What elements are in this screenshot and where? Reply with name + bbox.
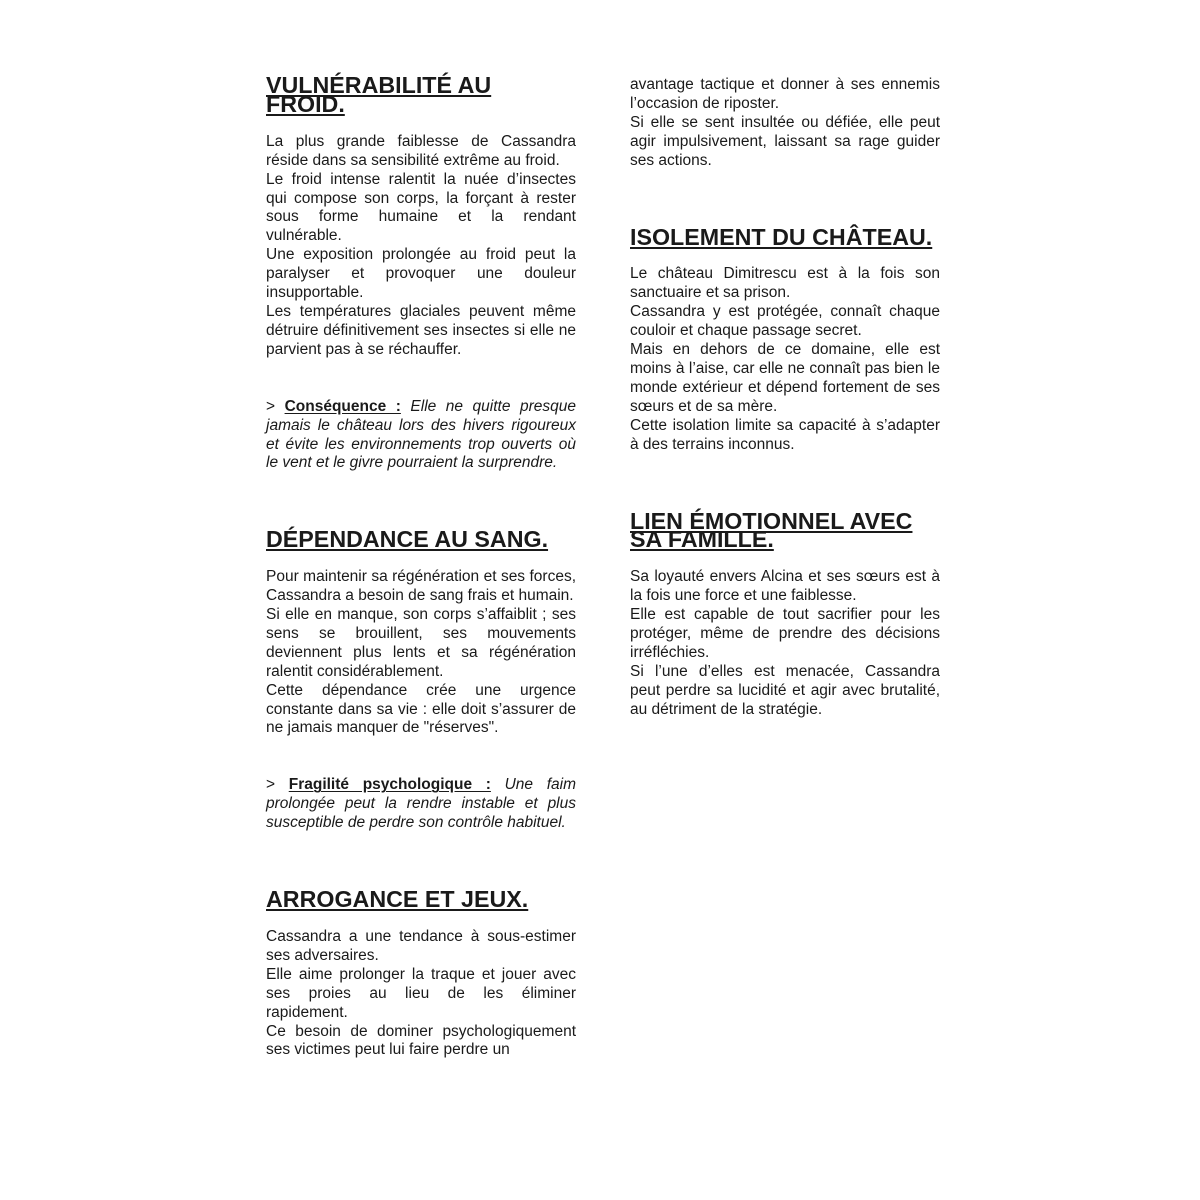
paragraph: Si l’une d’elles est menacée, Cassandra peut perdre sa lucidité et agir avec brutalité, au détriment de la stratégie.: [630, 662, 940, 718]
note-label: Conséquence :: [284, 397, 401, 415]
paragraph: Cassandra y est protégée, connaît chaque couloir et chaque passage secret.: [630, 303, 940, 340]
paragraph: Le château Dimitrescu est à la fois son sanctuaire et sa prison.: [630, 265, 940, 302]
psychological-fragility-note: [266, 776, 576, 833]
paragraph: Cassandra a une tendance à sous-estimer ses adversaires.: [266, 928, 576, 964]
paragraph: Cette isolation limite sa capacité à s’adapter à des terrains inconnus.: [630, 416, 940, 453]
section-title-arrogance: ARROGANCE ET JEUX.: [266, 886, 529, 913]
paragraph: Elle est capable de tout sacrifier pour les protéger, même de prendre des décisions irréfléchies.: [630, 606, 940, 661]
paragraph: Ce besoin de dominer psychologiquement ses victimes peut lui faire perdre un: [266, 1022, 576, 1059]
section-title-cold-vulnerability: VULNÉRABILITÉ AU FROID.: [266, 72, 492, 117]
paragraph: Mais en dehors de ce domaine, elle est moins à l’aise, car elle ne connaît pas bien le monde extérieur et dépend fortement de ses sœurs et de sa mère.: [630, 341, 940, 415]
paragraph-continuation: avantage tactique et donner à ses ennemis l’occasion de riposter.: [630, 76, 940, 112]
paragraph: La plus grande faiblesse de Cassandra réside dans sa sensibilité extrême au froid.: [266, 132, 576, 169]
paragraph: Le froid intense ralentit la nuée d’insectes qui compose son corps, la forçant à rester sous forme humaine et la rendant vulnérable.: [266, 170, 576, 245]
paragraph: Pour maintenir sa régénération et ses forces, Cassandra a besoin de sang frais et humain.: [266, 568, 576, 605]
paragraph: Si elle en manque, son corps s’affaiblit ; ses sens se brouillent, ses mouvements deviennent plus lents et sa régénération ralentit considérablement.: [266, 606, 576, 680]
left-column: [266, 72, 577, 1060]
section-title-family-bond: LIEN ÉMOTIONNEL AVEC SA FAMILLE.: [630, 507, 913, 553]
right-column: [630, 76, 940, 720]
paragraph: Si elle se sent insultée ou défiée, elle peut agir impulsivement, laissant sa rage guider ses actions.: [630, 113, 940, 169]
consequence-note: [266, 398, 576, 474]
note-prefix: >: [266, 776, 289, 794]
note-prefix: >: [266, 397, 285, 415]
paragraph: Sa loyauté envers Alcina et ses sœurs est à la fois une force et une faiblesse.: [630, 568, 940, 605]
paragraph: Elle aime prolonger la traque et jouer avec ses proies au lieu de les éliminer rapidement.: [266, 965, 576, 1021]
section-title-castle-isolation: ISOLEMENT DU CHÂTEAU.: [630, 223, 933, 250]
paragraph: Cette dépendance crée une urgence constante dans sa vie : elle doit s’assurer de ne jamais manquer de "réserves".: [266, 681, 576, 737]
note-label: Fragilité psychologique :: [288, 776, 491, 794]
note-text: Elle ne quitte presque jamais le château lors des hivers rigoureux et évite les environnements trop ouverts où le vent et le givre pourraient la surprendre.: [266, 397, 577, 472]
note-text: Une faim prolongée peut la rendre instable et plus susceptible de perdre son contrôle habituel.: [266, 776, 576, 832]
paragraph: Une exposition prolongée au froid peut la paralyser et provoquer une douleur insupportable.: [266, 246, 576, 302]
section-title-blood-dependency: DÉPENDANCE AU SANG.: [266, 526, 549, 553]
paragraph: Les températures glaciales peuvent même détruire définitivement ses insectes si elle ne parvient pas à se réchauffer.: [266, 302, 576, 358]
